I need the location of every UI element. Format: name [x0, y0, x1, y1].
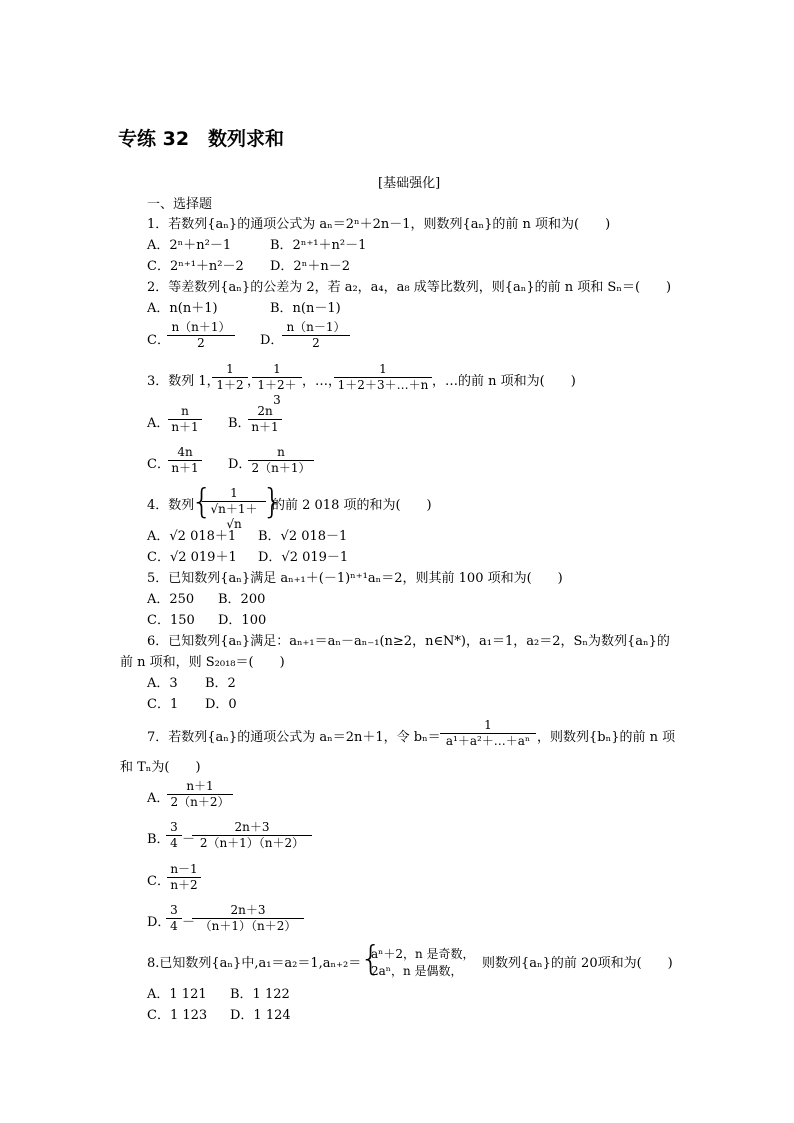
q3-f2-denominator: 1＋2＋3	[257, 378, 297, 407]
q4-prefix: 4．数列	[147, 498, 195, 513]
q7-numerator: 1	[440, 718, 536, 734]
q4-right-brace: }	[262, 482, 284, 522]
q4-suffix: 的前 2 018 项的和为( )	[272, 498, 432, 513]
q3-f1-denominator: 1＋2	[216, 378, 244, 392]
q1-option-d: D．2ⁿ＋n－2	[270, 259, 350, 274]
q5-stem: 5．已知数列{aₙ}满足 aₙ₊₁＋(－1)ⁿ⁺¹aₙ＝2，则其前 100 项和为( )	[147, 571, 563, 586]
q5-option-b: B．200	[218, 592, 266, 607]
q3-c-denominator: n＋1	[171, 461, 199, 475]
q3-option-d-fraction	[248, 445, 314, 476]
q8-case-brace: {	[360, 939, 382, 979]
q5-option-a: A．250	[147, 592, 195, 607]
q3-f3-numerator: 1	[334, 362, 432, 378]
q5-option-d: D．100	[218, 613, 267, 628]
q3-a-denominator: n＋1	[171, 420, 199, 434]
q5-option-c: C．150	[147, 613, 195, 628]
part-heading: 一、选择题	[147, 197, 213, 212]
q7-option-d-label: D．	[147, 915, 171, 930]
q8-option-a: A．1 121	[147, 987, 207, 1002]
q7-option-c-fraction	[167, 862, 201, 893]
q7-d-minus: －	[182, 915, 196, 930]
q3-a-numerator: n	[168, 404, 202, 420]
q7-d-frac2-numerator: 2n＋3	[192, 903, 304, 919]
q3-option-c-label: C．	[147, 457, 170, 472]
q3-option-b-label: B．	[228, 416, 251, 431]
q3-f1-numerator: 1	[212, 362, 248, 378]
q6-stem-line2: 前 n 项和，则 S₂₀₁₈＝( )	[120, 655, 285, 670]
q7-a-numerator: n＋1	[167, 779, 233, 795]
q7-b-frac1-denominator: 4	[170, 836, 178, 850]
q7-option-c-label: C．	[147, 874, 170, 889]
q3-option-a-fraction	[168, 404, 202, 435]
q3-fraction-1	[212, 362, 248, 393]
q1-option-b: B．2ⁿ⁺¹＋n²－1	[270, 238, 367, 253]
q4-option-c: C．√2 019＋1	[147, 550, 237, 565]
q8-option-c: C．1 123	[147, 1008, 208, 1023]
q3-b-numerator: 2n	[248, 404, 282, 420]
q4-numerator: 1	[202, 486, 266, 502]
q2-d-numerator: n（n－1）	[282, 320, 350, 336]
q7-option-d-fraction-1	[166, 903, 182, 934]
q1-option-c: C．2ⁿ⁺¹＋n²－2	[147, 259, 244, 274]
q4-left-brace: {	[191, 482, 213, 522]
q2-option-d-label: D．	[260, 333, 284, 348]
q3-ellipsis: ，…，	[302, 374, 342, 389]
q7-a-denominator: 2（n＋2）	[170, 795, 230, 809]
q7-c-denominator: n＋2	[170, 878, 198, 892]
q7-d-frac1-denominator: 4	[170, 919, 178, 933]
q2-option-d-fraction	[282, 320, 350, 351]
section-label: [基础强化]	[378, 176, 441, 191]
q8-prefix: 8.已知数列{aₙ}中,a₁＝a₂＝1,aₙ₊₂＝	[147, 956, 362, 971]
page-title: 专练 32 数列求和	[118, 128, 285, 150]
q3-option-b-fraction	[248, 404, 282, 435]
q7-option-a-fraction	[167, 779, 233, 810]
q8-option-d: D．1 124	[230, 1008, 291, 1023]
q7-option-b-fraction-2	[192, 820, 312, 851]
q7-b-frac2-numerator: 2n＋3	[192, 820, 312, 836]
q7-option-b-fraction-1	[166, 820, 182, 851]
q4-denominator: √n＋1＋√n	[210, 502, 258, 531]
q1-stem: 1．若数列{aₙ}的通项公式为 aₙ＝2ⁿ＋2n－1，则数列{aₙ}的前 n 项和为( )	[147, 217, 611, 232]
q3-f2-numerator: 1	[252, 362, 302, 378]
q7-b-frac1-numerator: 3	[166, 820, 182, 836]
q7-d-frac1-numerator: 3	[166, 903, 182, 919]
q2-c-numerator: n（n＋1）	[167, 320, 235, 336]
q3-fraction-2	[252, 362, 302, 408]
q3-comma: ，	[247, 374, 261, 389]
q7-d-frac2-denominator: （n＋1）（n＋2）	[199, 919, 297, 933]
q3-option-d-label: D．	[228, 457, 252, 472]
q3-fraction-3	[334, 362, 432, 393]
q6-option-c: C．1	[147, 697, 179, 712]
q3-f3-denominator: 1＋2＋3＋…＋n	[337, 378, 429, 392]
q2-option-c-fraction	[167, 320, 235, 351]
q6-option-b: B．2	[205, 676, 236, 691]
q7-b-minus: －	[182, 832, 196, 847]
q7-suffix: ，则数列{bₙ}的前 n 项	[537, 730, 676, 745]
q7-option-b-label: B．	[147, 832, 170, 847]
q8-case-odd: aⁿ＋2，n 是奇数，	[371, 947, 475, 961]
q8-suffix: 则数列{aₙ}的前 20项和为( )	[482, 956, 673, 971]
q3-prefix: 3．数列 1，	[147, 374, 220, 389]
q7-denominator: a¹＋a²＋…＋aⁿ	[445, 734, 531, 748]
q7-option-a-label: A．	[147, 791, 170, 806]
q4-fraction	[202, 486, 266, 532]
q2-d-denominator: 2	[312, 336, 320, 350]
q7-prefix: 7．若数列{aₙ}的通项公式为 aₙ＝2n＋1，令 bₙ＝	[147, 730, 441, 745]
q6-option-a: A．3	[147, 676, 178, 691]
q3-d-denominator: 2（n＋1）	[251, 461, 311, 475]
q2-stem: 2．等差数列{aₙ}的公差为 2，若 a₂，a₄，a₈ 成等比数列，则{aₙ}的前 n 项和 Sₙ＝( )	[147, 280, 672, 295]
q3-c-numerator: 4n	[168, 445, 202, 461]
q6-stem-line1: 6．已知数列{aₙ}满足：aₙ₊₁＝aₙ－aₙ₋₁(n≥2，n∈N*)，a₁＝1，a₂＝2，Sₙ为数列{aₙ}的	[147, 634, 670, 649]
q2-c-denominator: 2	[197, 336, 205, 350]
q3-suffix: ，…的前 n 项和为( )	[432, 374, 576, 389]
q2-option-a: A．n(n＋1)	[147, 301, 218, 316]
q2-option-b: B．n(n－1)	[270, 301, 341, 316]
q7-fraction	[440, 718, 536, 749]
q3-option-c-fraction	[168, 445, 202, 476]
q6-option-d: D．0	[205, 697, 237, 712]
q2-option-c-label: C．	[147, 333, 170, 348]
q1-option-a: A．2ⁿ＋n²－1	[147, 238, 232, 253]
q4-option-b: B．√2 018－1	[258, 529, 348, 544]
q3-option-a-label: A．	[147, 416, 170, 431]
q8-case-even: 2aⁿ，n 是偶数，	[371, 964, 463, 978]
q4-option-a: A．√2 018＋1	[147, 529, 237, 544]
q3-d-numerator: n	[248, 445, 314, 461]
q3-b-denominator: n＋1	[251, 420, 279, 434]
q7-b-frac2-denominator: 2（n＋1）（n＋2）	[199, 836, 305, 850]
q8-option-b: B．1 122	[230, 987, 290, 1002]
q4-option-d: D．√2 019－1	[258, 550, 349, 565]
q7-c-numerator: n－1	[167, 862, 201, 878]
q7-option-d-fraction-2	[192, 903, 304, 934]
q7-stem-line2: 和 Tₙ为( )	[120, 760, 201, 775]
